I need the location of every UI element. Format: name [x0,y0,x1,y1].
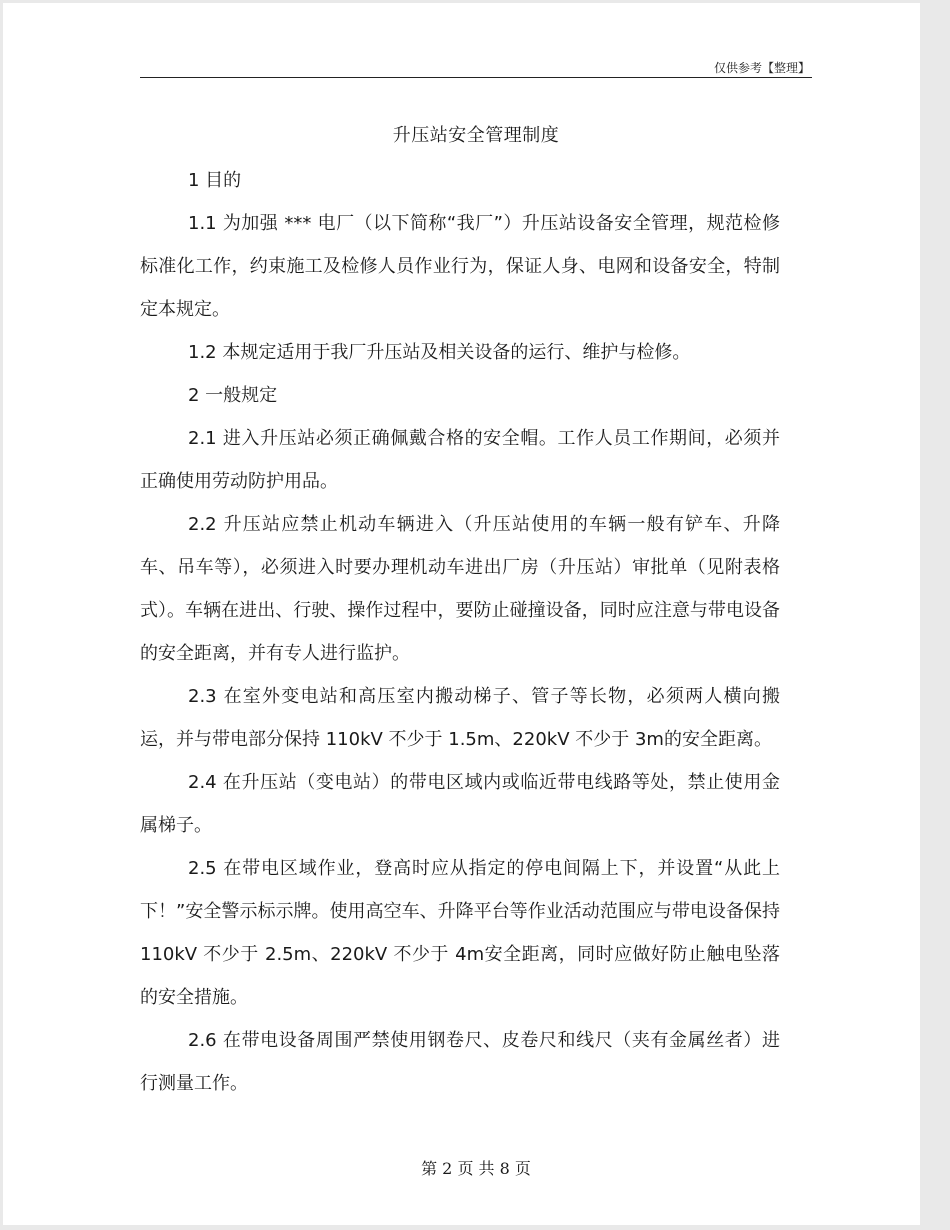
page-number-footer: 第 2 页 共 8 页 [421,1159,531,1178]
document-title: 升压站安全管理制度 [392,125,560,146]
paragraph: 2.6 在带电设备周围严禁使用钢卷尺、皮卷尺和线尺（夹有金属丝者）进行测量工作。 [140,1030,780,1094]
paragraph: 2.1 进入升压站必须正确佩戴合格的安全帽。工作人员工作期间，必须并正确使用劳动防护用品。 [140,428,780,492]
paragraph: 1.1 为加强 *** 电厂（以下简称“我厂”）升压站设备安全管理，规范检修标准化工作，约束施工及检修人员作业行为，保证人身、电网和设备安全，特制定本规定。 [140,213,780,320]
document-body [140,159,780,1105]
paragraph: 2.3 在室外变电站和高压室内搬动梯子、管子等长物，必须两人横向搬运，并与带电部分保持 110kV 不少于 1.5m、220kV 不少于 3m的安全距离。 [140,686,780,750]
paragraph: 2.5 在带电区域作业，登高时应从指定的停电间隔上下，并设置“从此上下！”安全警示标示牌。使用高空车、升降平台等作业活动范围应与带电设备保持 110kV 不少于 2.5m、220kV 不少于 4m安全距离，同时应做好防止触电坠落的安全措施。 [140,858,780,1008]
paragraph: 2.2 升压站应禁止机动车辆进入（升压站使用的车辆一般有铲车、升降车、吊车等），必须进入时要办理机动车进出厂房（升压站）审批单（见附表格式）。车辆在进出、行驶、操作过程中，要防止碰撞设备，同时应注意与带电设备的安全距离，并有专人进行监护。 [140,514,780,664]
header-note: 仅供参考【整理】 [713,61,810,75]
document-page [3,3,920,1225]
section-heading: 2 一般规定 [188,385,278,406]
header-rule [140,77,812,78]
paragraph: 2.4 在升压站（变电站）的带电区域内或临近带电线路等处，禁止使用金属梯子。 [140,772,780,836]
paragraph: 1.2 本规定适用于我厂升压站及相关设备的运行、维护与检修。 [188,342,691,363]
section-heading: 1 目的 [188,170,242,191]
